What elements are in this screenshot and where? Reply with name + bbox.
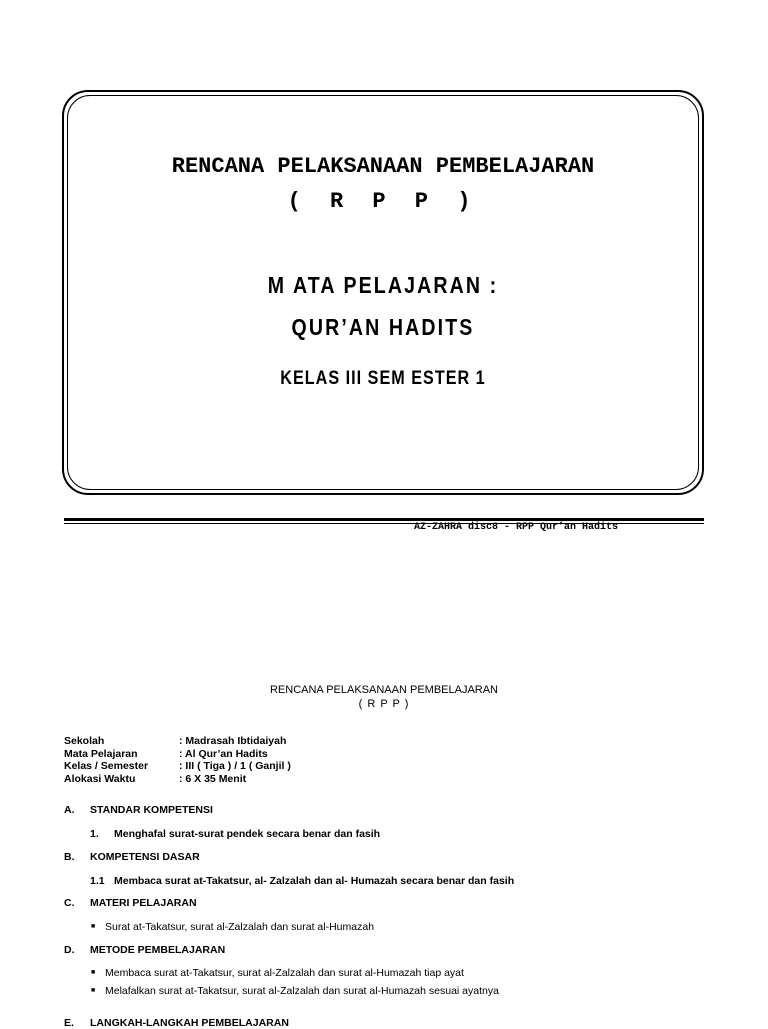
- section-title: KOMPETENSI DASAR: [90, 851, 200, 863]
- section-d-heading: [64, 944, 225, 956]
- section-letter: C.: [64, 897, 75, 909]
- info-row-kelas-semester: [64, 760, 291, 773]
- section-a-heading: [64, 804, 213, 816]
- section-d-bullet: [91, 985, 499, 997]
- cover-kelas: KELAS III SEM ESTER 1: [280, 368, 486, 389]
- section-title: MATERI PELAJARAN: [90, 897, 197, 909]
- info-row-sekolah: [64, 735, 291, 748]
- section-d-bullet: [91, 967, 464, 979]
- info-row-alokasi-waktu: [64, 773, 291, 786]
- info-value: : Madrasah Ibtidaiyah: [179, 735, 287, 747]
- info-label: Alokasi Waktu: [64, 772, 136, 785]
- section-letter: E.: [64, 1017, 74, 1029]
- info-table: [64, 735, 291, 785]
- cover-abbrev: ( R P P ): [287, 189, 479, 214]
- section-letter: A.: [64, 804, 75, 816]
- section-e-heading: [64, 1017, 289, 1029]
- info-label: Mata Pelajaran: [64, 747, 138, 760]
- cover-subject-name: QUR’AN HADITS: [291, 314, 475, 340]
- bullet-icon: ■: [91, 923, 96, 930]
- bullet-text: Surat at-Takatsur, surat al-Zalzalah dan surat al-Humazah: [105, 921, 375, 933]
- cover-box: [62, 90, 704, 495]
- item-number: 1.: [90, 828, 99, 840]
- section-c-heading: [64, 897, 197, 909]
- bullet-icon: ■: [91, 987, 96, 994]
- section-b-heading: [64, 851, 200, 863]
- section-title: LANGKAH-LANGKAH PEMBELAJARAN: [90, 1017, 289, 1029]
- bullet-text: Melafalkan surat at-Takatsur, surat al-Zalzalah dan surat al-Humazah sesuai ayatnya: [105, 985, 499, 997]
- item-text: Membaca surat at-Takatsur, al- Zalzalah dan al- Humazah secara benar dan fasih: [114, 875, 515, 887]
- section-letter: B.: [64, 851, 75, 863]
- page-footer: AZ-ZAHRA disc8 - RPP Qur’an Hadits: [414, 522, 619, 533]
- section-c-bullet: [91, 921, 374, 933]
- item-text: Menghafal surat-surat pendek secara benar dan fasih: [114, 828, 381, 840]
- cover-title: RENCANA PELAKSANAAN PEMBELAJARAN: [171, 154, 595, 179]
- info-value: : 6 X 35 Menit: [179, 772, 247, 785]
- info-value: : III ( Tiga ) / 1 ( Ganjil ): [179, 760, 291, 772]
- info-value: : Al Qur’an Hadits: [179, 747, 268, 760]
- footer-rule-thick: [64, 518, 704, 521]
- info-label: Sekolah: [64, 735, 105, 747]
- bullet-icon: ■: [91, 969, 96, 976]
- section-b-item: [90, 875, 514, 887]
- doc-abbrev: ( R P P ): [358, 698, 410, 710]
- section-letter: D.: [64, 944, 75, 956]
- doc-title: RENCANA PELAKSANAAN PEMBELAJARAN: [269, 684, 499, 696]
- section-title: STANDAR KOMPETENSI: [90, 804, 213, 816]
- section-title: METODE PEMBELAJARAN: [90, 944, 226, 956]
- item-number: 1.1: [90, 875, 105, 887]
- cover-subject-label: M ATA PELAJARAN :: [267, 272, 499, 298]
- info-row-mata-pelajaran: [64, 748, 291, 761]
- info-label: Kelas / Semester: [64, 760, 149, 772]
- section-a-item: [90, 828, 380, 840]
- bullet-text: Membaca surat at-Takatsur, surat al-Zalzalah dan surat al-Humazah tiap ayat: [105, 967, 464, 979]
